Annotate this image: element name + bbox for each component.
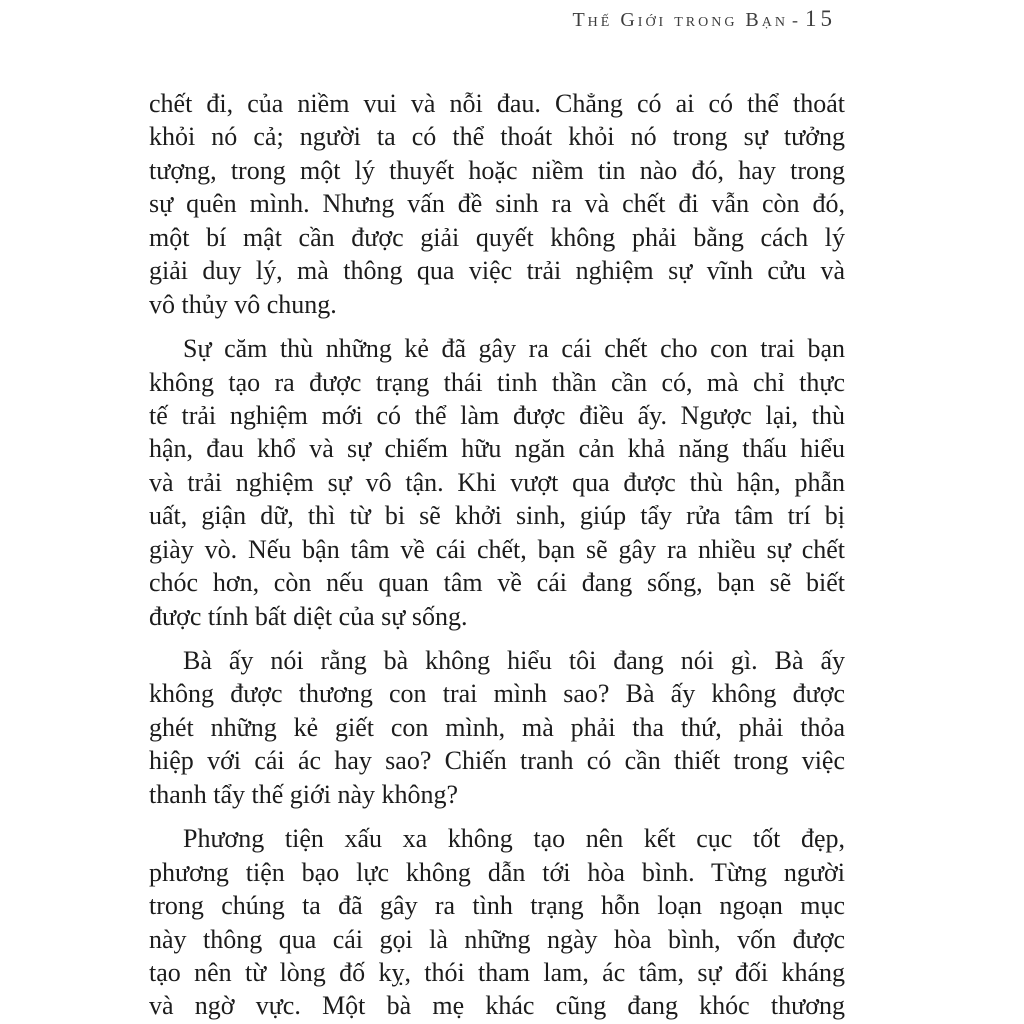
text-line: chóc hơn, còn nếu quan tâm về cái đang sống, bạn sẽ biết	[149, 568, 845, 598]
body-text	[149, 87, 845, 1023]
text-line: được tính bất diệt của sự sống.	[149, 601, 468, 631]
book-title: Thế Giới trong Bạn	[572, 9, 788, 31]
paragraph	[149, 87, 845, 321]
text-line: và trải nghiệm sự vô tận. Khi vượt qua được thù hận, phẫn	[149, 467, 845, 497]
text-line: Sự căm thù những kẻ đã gây ra cái chết cho con trai bạn	[183, 334, 845, 364]
text-line: hận, đau khổ và sự chiếm hữu ngăn cản khả năng thấu hiểu	[149, 434, 845, 464]
text-line: chết đi, của niềm vui và nỗi đau. Chẳng có ai có thể thoát	[149, 89, 845, 118]
paragraph	[149, 332, 845, 633]
text-line: hiệp với cái ác hay sao? Chiến tranh có cần thiết trong việc	[149, 746, 845, 776]
text-line: không tạo ra được trạng thái tinh thần cần có, mà chỉ thực	[149, 367, 845, 397]
text-line: giải duy lý, mà thông qua việc trải nghiệm sự vĩnh cửu và	[149, 256, 845, 286]
text-line: ghét những kẻ giết con mình, mà phải tha thứ, phải thỏa	[149, 712, 845, 742]
text-line: không được thương con trai mình sao? Bà ấy không được	[149, 679, 845, 709]
text-line: trong chúng ta đã gây ra tình trạng hỗn loạn ngoạn mục	[149, 891, 845, 921]
paragraph	[149, 644, 845, 811]
text-line: và ngờ vực. Một bà mẹ khác cũng đang khóc thương	[149, 991, 845, 1021]
text-line: thanh tẩy thế giới này không?	[149, 779, 459, 809]
text-line: sự quên mình. Nhưng vấn đề sinh ra và chết đi vẫn còn đó,	[149, 189, 845, 219]
text-line: uất, giận dữ, thì từ bi sẽ khởi sinh, giúp tẩy rửa tâm trí bị	[149, 501, 845, 531]
text-line: Bà ấy nói rằng bà không hiểu tôi đang nói gì. Bà ấy	[183, 646, 845, 675]
text-line: giày vò. Nếu bận tâm về cái chết, bạn sẽ gây ra nhiều sự chết	[149, 534, 845, 564]
text-line: vô thủy vô chung.	[149, 289, 337, 319]
header-dash: -	[792, 10, 801, 30]
text-line: Phương tiện xấu xa không tạo nên kết cục tốt đẹp,	[183, 824, 845, 854]
text-line: tế trải nghiệm mới có thể làm được điều ấy. Ngược lại, thù	[149, 400, 845, 430]
text-line: phương tiện bạo lực không dẫn tới hòa bình. Từng người	[149, 857, 845, 887]
text-line: tượng, trong một lý thuyết hoặc niềm tin nào đó, hay trong	[149, 155, 845, 185]
text-line: khỏi nó cả; người ta có thể thoát khỏi nó trong sự tưởng	[149, 122, 845, 152]
text-line: tạo nên từ lòng đố kỵ, thói tham lam, ác tâm, sự đối kháng	[149, 957, 845, 987]
running-header	[572, 6, 836, 32]
text-line: một bí mật cần được giải quyết không phải bằng cách lý	[149, 222, 845, 252]
page-number: 15	[805, 6, 836, 31]
paragraph	[149, 822, 845, 1023]
text-line: này thông qua cái gọi là những ngày hòa bình, vốn được	[149, 924, 845, 954]
